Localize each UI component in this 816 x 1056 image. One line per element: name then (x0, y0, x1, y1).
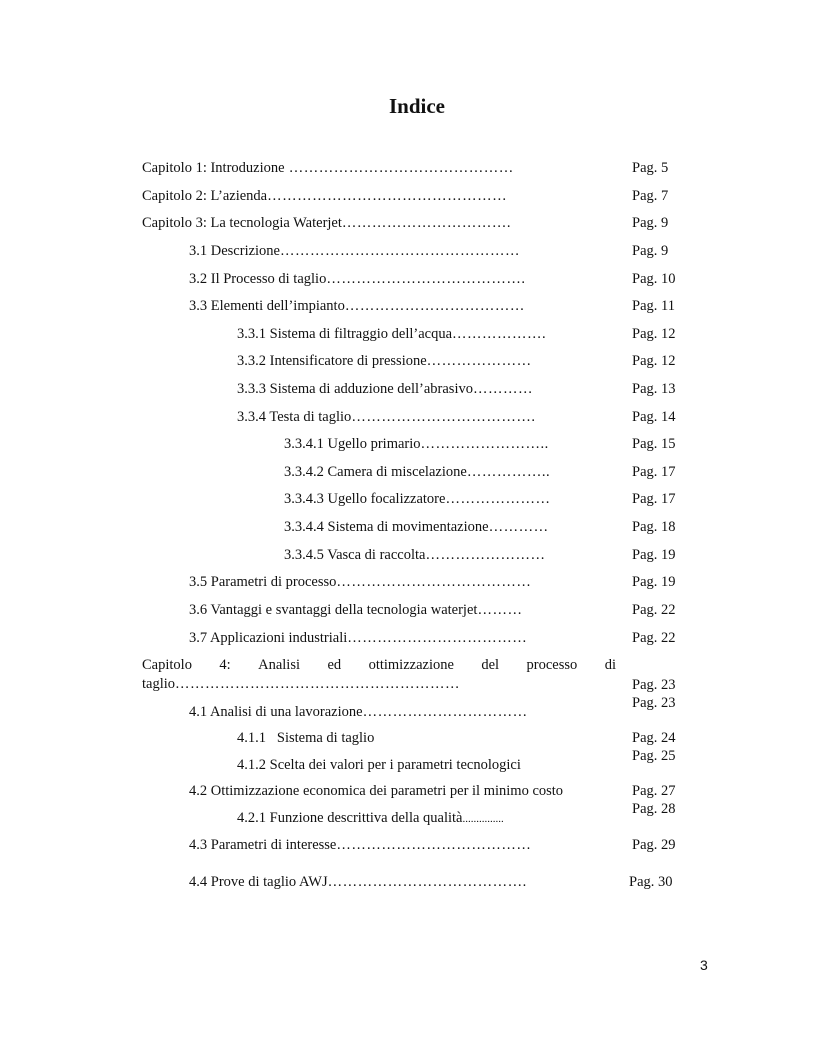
toc-page: Pag. 15 (632, 436, 676, 452)
toc-entry[interactable] (142, 214, 511, 232)
toc-entry[interactable] (237, 352, 532, 370)
toc-leader: …………………… (425, 547, 546, 563)
toc-label: 3.5 Parametri di processo (189, 574, 337, 590)
toc-label: 3.3.4.3 Ugello focalizzatore (284, 491, 446, 507)
toc-page: Pag. 7 (632, 188, 669, 204)
toc-page: Pag. 11 (632, 298, 675, 314)
toc-page: Pag. 29 (632, 837, 676, 853)
toc-label: 4.2 Ottimizzazione economica dei parametri per il minimo costo (189, 783, 564, 799)
toc-page: Pag. 19 (632, 574, 676, 590)
toc-label: 3.1 Descrizione (189, 243, 280, 259)
page-number: 3 (700, 957, 708, 973)
chapter4-word: Analisi (258, 657, 300, 673)
toc-label: Capitolo 3: La tecnologia Waterjet (142, 215, 342, 231)
chapter4-word: ed (327, 657, 342, 673)
toc-leader: ……………………………. (341, 215, 512, 231)
toc-page: Pag. 25 (632, 748, 676, 764)
toc-entry[interactable] (189, 573, 531, 591)
toc-leader: …………………….. (420, 436, 549, 452)
toc-label: 3.3.4.5 Vasca di raccolta (284, 547, 426, 563)
toc-leader: ………… (488, 519, 549, 535)
toc-leader: ……………………………… (347, 630, 528, 646)
toc-entry[interactable] (284, 518, 549, 536)
toc-label: 4.1.1 Sistema di taglio (237, 730, 375, 746)
toc-page: Pag. 30 (629, 874, 673, 890)
toc-entry[interactable] (189, 782, 563, 800)
toc-label: 3.3.3 Sistema di adduzione dell’abrasivo (237, 381, 473, 397)
toc-entry[interactable] (189, 242, 520, 260)
toc-leader: ………………… (445, 491, 551, 507)
toc-entry[interactable] (284, 490, 550, 508)
toc-page: Pag. 12 (632, 353, 676, 369)
toc-entry[interactable] (142, 187, 507, 205)
toc-leader: ……………………………… (344, 298, 525, 314)
toc-entry[interactable] (189, 836, 531, 854)
toc-leader: …………….. (466, 464, 551, 480)
toc-entry-chapter4[interactable] (142, 656, 616, 694)
toc-entry[interactable] (284, 546, 545, 564)
toc-page: Pag. 13 (632, 381, 676, 397)
toc-entry[interactable] (142, 159, 514, 177)
toc-leader: ............... (462, 813, 504, 825)
toc-leader: …………………………………. (326, 271, 526, 287)
toc-page: Pag. 19 (632, 547, 676, 563)
toc-entry[interactable] (237, 408, 535, 426)
chapter4-word: di (604, 657, 616, 673)
toc-leader: ………………. (452, 326, 547, 342)
toc-page: Pag. 22 (632, 630, 676, 646)
page-title: Indice (388, 94, 445, 118)
toc-leader: ……… (477, 602, 523, 618)
toc-entry[interactable] (284, 463, 550, 481)
toc-entry[interactable] (189, 297, 525, 315)
toc-label: 4.3 Parametri di interesse (189, 837, 337, 853)
toc-entry[interactable] (237, 809, 504, 827)
toc-page: Pag. 17 (632, 491, 676, 507)
toc-leader: ………………………………… (336, 837, 532, 853)
toc-label: 3.3.1 Sistema di filtraggio dell’acqua (237, 326, 453, 342)
toc-label: 3.3.4.2 Camera di miscelazione (284, 464, 467, 480)
toc-page: Pag. 9 (632, 243, 669, 259)
toc-leader: ………………………………………… (280, 243, 520, 259)
toc-leader: ……………………………………… (284, 160, 514, 176)
toc-leader: …………………………………. (327, 874, 527, 890)
toc-entry[interactable] (237, 380, 533, 398)
toc-page: Pag. 28 (632, 801, 676, 817)
toc-label: Capitolo 2: L’azienda (142, 188, 268, 204)
toc-entry[interactable] (189, 601, 522, 619)
toc-leader: ………………………………. (351, 409, 536, 425)
toc-page: Pag. 18 (632, 519, 676, 535)
toc-page: Pag. 12 (632, 326, 676, 342)
toc-label: 3.3.4.1 Ugello primario (284, 436, 421, 452)
chapter4-heading-line2 (142, 675, 616, 694)
toc-entry[interactable] (284, 435, 549, 453)
toc-page: Pag. 5 (632, 160, 669, 176)
toc-label: 3.6 Vantaggi e svantaggi della tecnologia waterjet (189, 602, 478, 618)
toc-leader: ………… (472, 381, 533, 397)
toc-entry[interactable] (189, 270, 525, 288)
toc-page: Pag. 23 (632, 677, 676, 693)
toc-leader: …………………………… (362, 704, 528, 720)
toc-leader: ………………………………………………… (175, 676, 461, 692)
toc-label: 3.3 Elementi dell’impianto (189, 298, 345, 314)
toc-leader: ………………………………………… (267, 188, 508, 204)
toc-page: Pag. 14 (632, 409, 676, 425)
toc-entry[interactable] (189, 873, 527, 891)
toc-page: Pag. 22 (632, 602, 676, 618)
toc-label: 4.2.1 Funzione descrittiva della qualità (237, 810, 463, 826)
toc-entry[interactable] (189, 629, 527, 647)
toc-entry[interactable] (189, 703, 528, 721)
toc-leader: ………………………………… (336, 574, 532, 590)
toc-page: Pag. 27 (632, 783, 676, 799)
chapter4-word: del (481, 657, 500, 673)
toc-label: 3.3.4 Testa di taglio (237, 409, 352, 425)
chapter4-word: processo (526, 657, 578, 673)
chapter4-heading-line (142, 656, 616, 675)
chapter4-word: Capitolo (142, 657, 192, 673)
toc-label: 3.2 Il Processo di taglio (189, 271, 327, 287)
toc-entry[interactable] (237, 729, 374, 747)
toc-label: 3.3.4.4 Sistema di movimentazione (284, 519, 489, 535)
chapter4-word: taglio (142, 676, 176, 692)
toc-label: 4.1 Analisi di una lavorazione (189, 704, 363, 720)
toc-page: Pag. 9 (632, 215, 669, 231)
toc-label: 4.1.2 Scelta dei valori per i parametri tecnologici (237, 757, 521, 773)
toc-page: Pag. 23 (632, 695, 676, 711)
toc-leader: ………………… (426, 353, 532, 369)
toc-label: 3.7 Applicazioni industriali (189, 630, 348, 646)
toc-entry[interactable] (237, 756, 521, 774)
chapter4-word: ottimizzazione (368, 657, 454, 673)
toc-label: 3.3.2 Intensificatore di pressione (237, 353, 427, 369)
toc-label: 4.4 Prove di taglio AWJ (189, 874, 328, 890)
toc-page: Pag. 24 (632, 730, 676, 746)
toc-page: Pag. 10 (632, 271, 676, 287)
toc-label: Capitolo 1: Introduzione (142, 160, 285, 176)
toc-entry[interactable] (237, 325, 546, 343)
chapter4-word: 4: (219, 657, 231, 673)
toc-page: Pag. 17 (632, 464, 676, 480)
